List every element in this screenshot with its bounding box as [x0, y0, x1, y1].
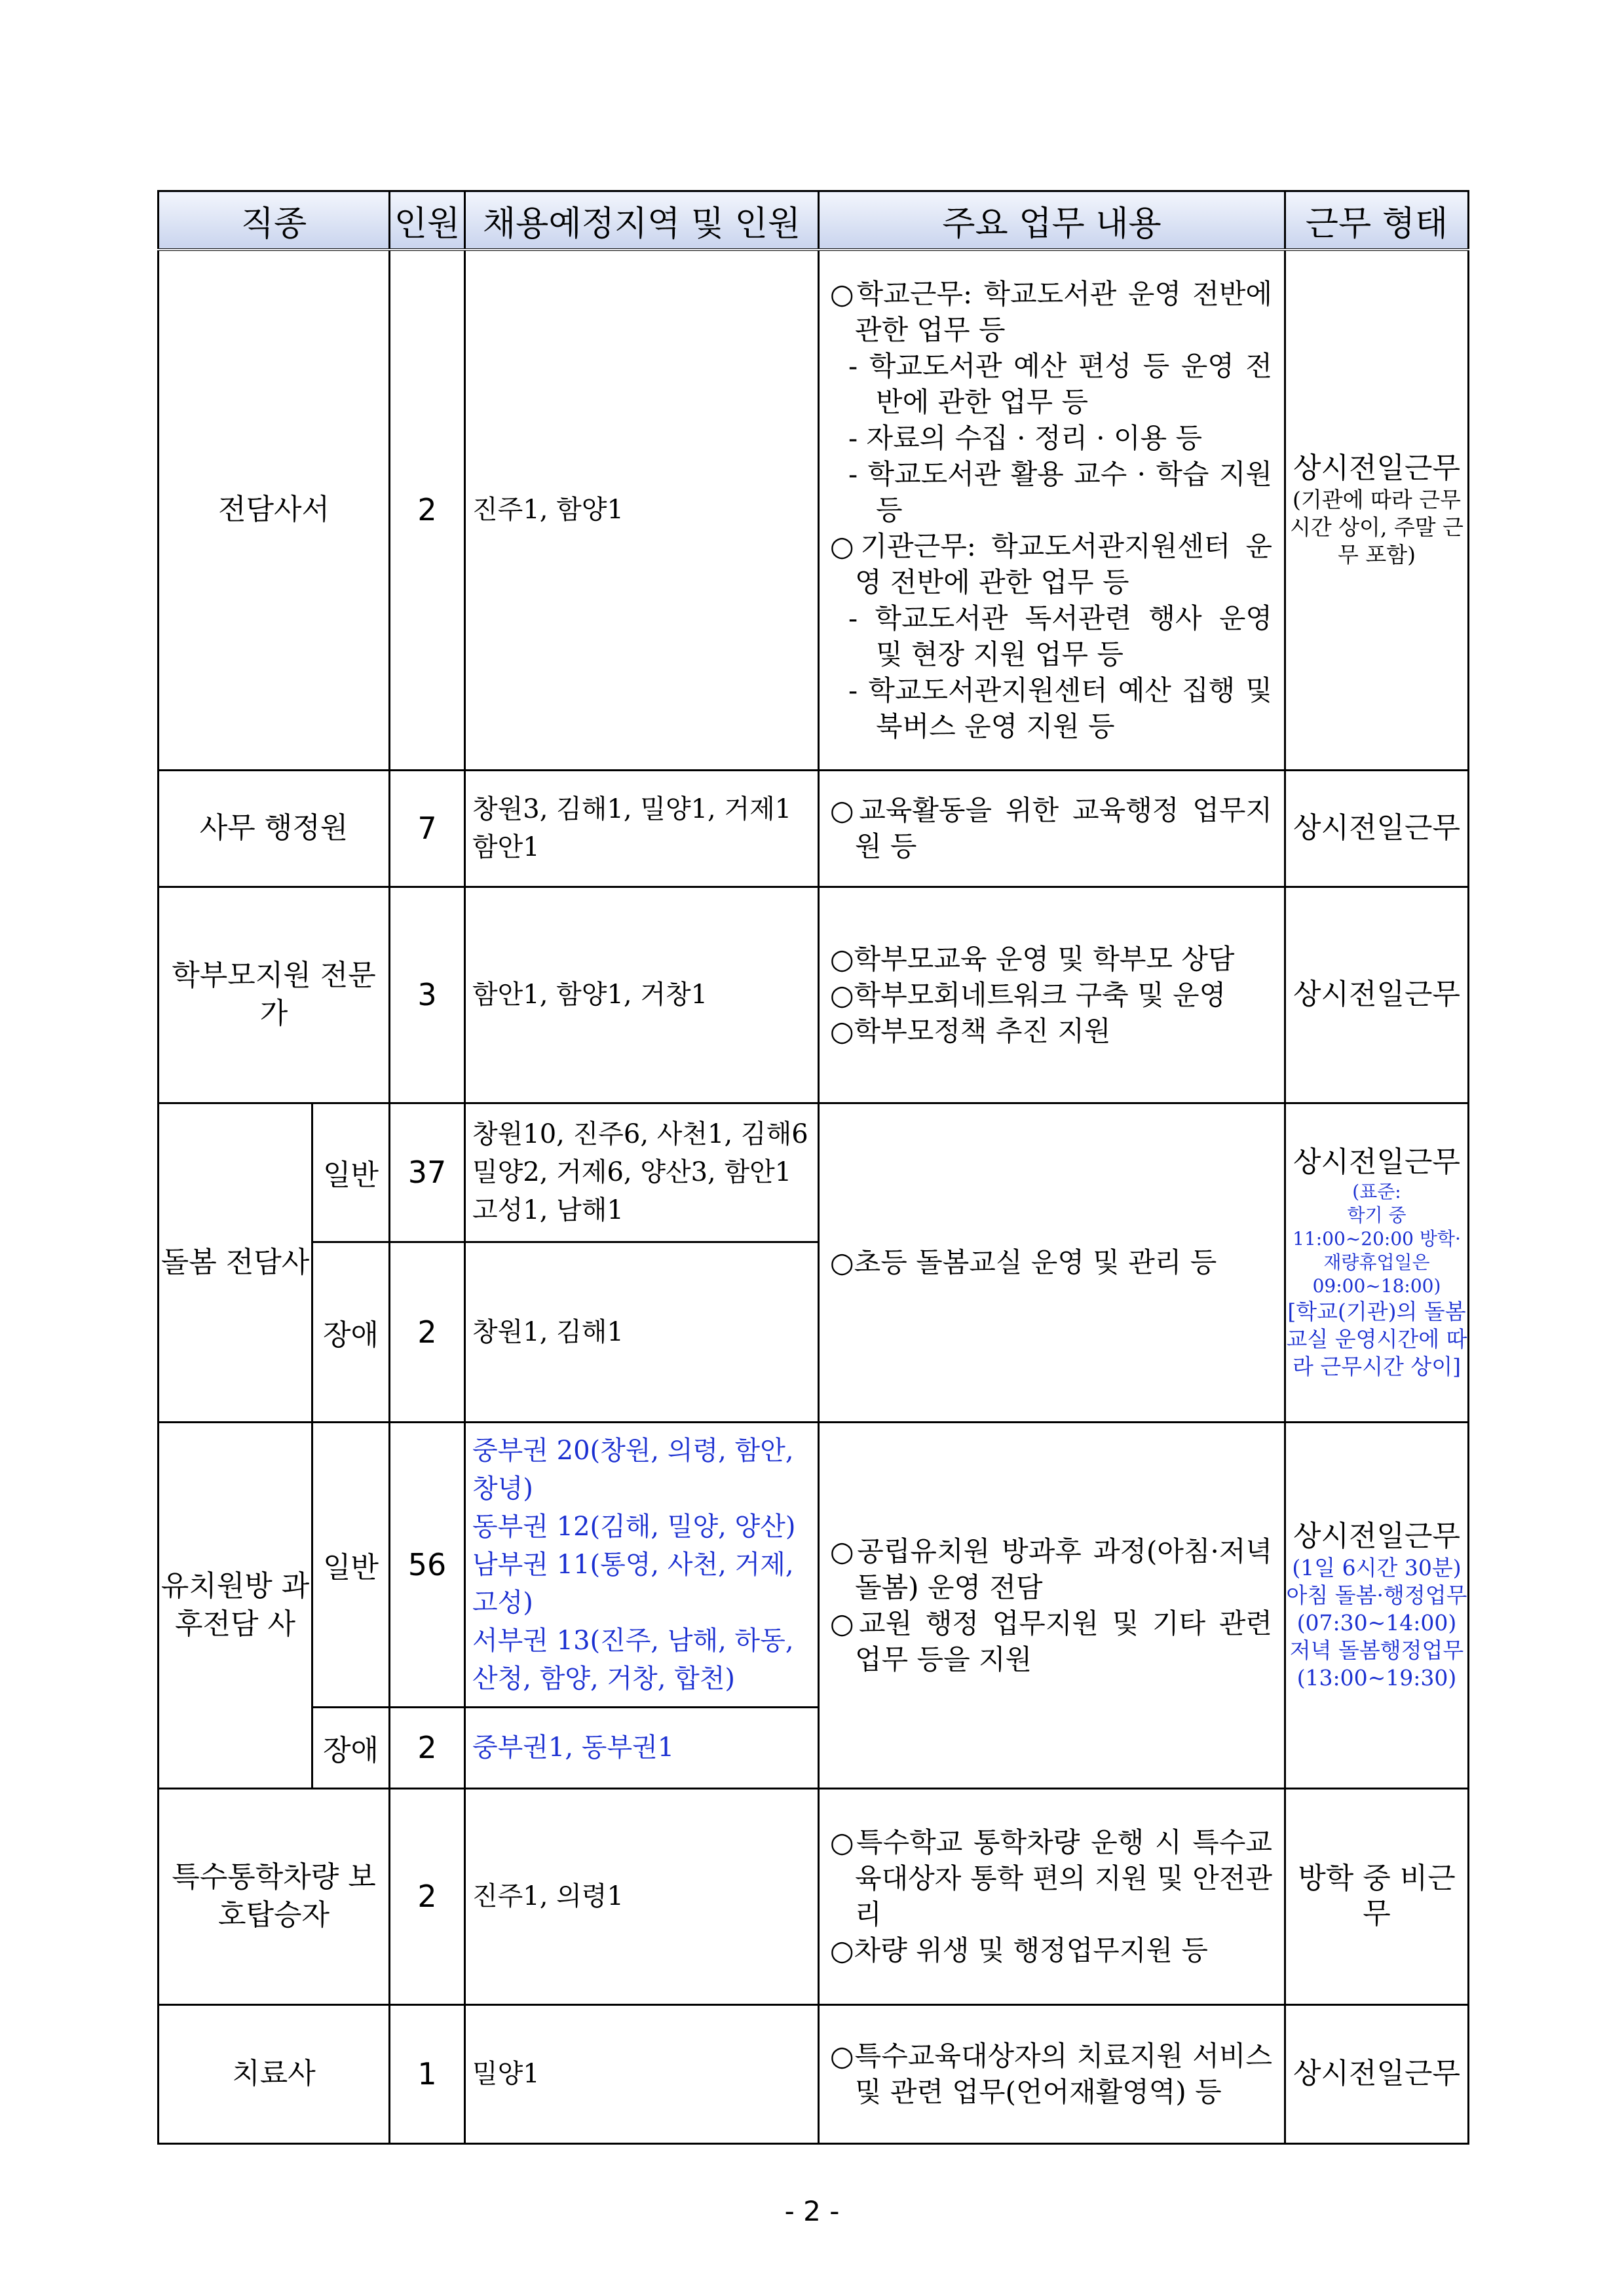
duty-line: - 학교도서관지원센터 예산 집행 및 북버스 운영 지원 등 [848, 674, 1272, 742]
work-type-note: (1일 6시간 30분) [1292, 1554, 1462, 1580]
job-count: 2 [390, 250, 465, 770]
job-name: 돌봄 전담사 [159, 1103, 312, 1422]
job-count: 2 [390, 1788, 465, 2004]
job-duties [819, 1103, 1285, 1422]
job-count: 56 [390, 1422, 465, 1707]
job-subtype: 일반 [312, 1422, 390, 1707]
work-type-note: 아침 돌봄·행정업무 [1286, 1582, 1467, 1608]
row-therapist [159, 2004, 1469, 2143]
job-name: 유치원방 과후전담 사 [159, 1422, 312, 1788]
work-type [1285, 250, 1469, 770]
job-region: 진주1, 의령1 [465, 1788, 819, 2004]
duty-line: ○교원 행정 업무지원 및 기타 관련 업무 등을 지원 [830, 1607, 1272, 1675]
work-type-note: (표준: [1352, 1180, 1401, 1202]
duty-line: ○특수교육대상자의 치료지원 서비스 및 관련 업무(언어재활영역) 등 [830, 2040, 1272, 2108]
work-type-main: 상시전일근무 [1293, 1519, 1461, 1553]
region-line: 중부권 20(창원, 의령, 함안, 창녕) [472, 1435, 794, 1504]
document-page [157, 190, 1467, 2145]
duty-line: ○차량 위생 및 행정업무지원 등 [830, 1934, 1208, 1966]
job-duties [819, 887, 1285, 1103]
job-region: 중부권1, 동부권1 [465, 1707, 819, 1788]
work-type-note: (13:00~19:30) [1296, 1664, 1457, 1691]
row-kinder-general [159, 1422, 1469, 1707]
work-type: 방학 중 비근무 [1285, 1788, 1469, 2004]
job-count: 2 [390, 1242, 465, 1422]
row-parent [159, 887, 1469, 1103]
duty-line: ○학부모교육 운영 및 학부모 상담 [830, 942, 1235, 975]
duty-line: - 자료의 수집 · 정리 · 이용 등 [848, 421, 1203, 454]
work-type: 상시전일근무 [1285, 770, 1469, 887]
job-count: 1 [390, 2004, 465, 2143]
job-region: 함안1, 함양1, 거창1 [465, 887, 819, 1103]
page-number: - 2 - [784, 2195, 840, 2227]
region-line: 남부권 11(통영, 사천, 거제, 고성) [472, 1549, 794, 1618]
work-type-note: (07:30~14:00) [1296, 1609, 1457, 1636]
job-name: 사무 행정원 [159, 770, 390, 887]
job-count: 7 [390, 770, 465, 887]
job-count: 3 [390, 887, 465, 1103]
duty-line: ○교육활동을 위한 교육행정 업무지원 등 [830, 794, 1272, 862]
job-count: 37 [390, 1103, 465, 1242]
job-region: 창원3, 김해1, 밀양1, 거제1 함안1 [465, 770, 819, 887]
job-name: 학부모지원 전문가 [159, 887, 390, 1103]
row-admin [159, 770, 1469, 887]
duty-line: - 학교도서관 예산 편성 등 운영 전반에 관한 업무 등 [848, 349, 1272, 418]
header-region: 채용예정지역 및 인원 [465, 191, 819, 250]
region-line: 서부권 13(진주, 남해, 하동, 산청, 함양, 거창, 합천) [472, 1625, 794, 1694]
duty-line: ○학교근무: 학교도서관 운영 전반에 관한 업무 등 [830, 277, 1272, 346]
header-row [159, 191, 1469, 250]
region-line: 동부권 12(김해, 밀양, 양산) [472, 1511, 796, 1542]
duty-line: ○기관근무: 학교도서관지원센터 운영 전반에 관한 업무 등 [830, 529, 1272, 598]
job-region: 창원1, 김해1 [465, 1242, 819, 1422]
job-duties [819, 1422, 1285, 1788]
job-subtype: 장애 [312, 1242, 390, 1422]
duty-line: ○특수학교 통학차량 운행 시 특수교육대상자 통학 편의 지원 및 안전관리 [830, 1826, 1272, 1930]
duty-line: ○공립유치원 방과후 과정(아침·저녁 돌봄) 운영 전담 [830, 1535, 1272, 1603]
row-special [159, 1788, 1469, 2004]
duty-line: ○초등 돌봄교실 운영 및 관리 등 [830, 1246, 1217, 1278]
work-type-note: 저녁 돌봄행정업무 [1289, 1637, 1464, 1663]
job-region: 밀양1 [465, 2004, 819, 2143]
work-type-note: 학기 중 11:00~20:00 방학·재량휴업일은 09:00~18:00) [1293, 1204, 1461, 1297]
job-count: 2 [390, 1707, 465, 1788]
job-name: 전담사서 [159, 250, 390, 770]
duty-line: ○학부모회네트워크 구축 및 운영 [830, 978, 1226, 1011]
work-type-main: 상시전일근무 [1293, 451, 1461, 486]
work-type: 상시전일근무 [1285, 2004, 1469, 2143]
job-duties [819, 2004, 1285, 2143]
job-region [465, 1422, 819, 1707]
work-type: 상시전일근무 [1285, 887, 1469, 1103]
job-duties [819, 1788, 1285, 2004]
work-type-note: [학교(기관)의 돌봄교실 운영시간에 따라 근무시간 상이] [1286, 1298, 1467, 1379]
duty-line: - 학교도서관 독서관련 행사 운영 및 현장 지원 업무 등 [848, 602, 1272, 670]
job-region: 진주1, 함양1 [465, 250, 819, 770]
job-name: 특수통학차량 보호탑승자 [159, 1788, 390, 2004]
duty-line: ○학부모정책 추진 지원 [830, 1014, 1111, 1047]
header-job-type: 직종 [159, 191, 390, 250]
work-type-main: 상시전일근무 [1293, 1145, 1461, 1179]
job-name: 치료사 [159, 2004, 390, 2143]
row-care-general [159, 1103, 1469, 1242]
work-type [1285, 1103, 1469, 1422]
work-type [1285, 1422, 1469, 1788]
header-count: 인원 [390, 191, 465, 250]
row-librarian [159, 250, 1469, 770]
work-type-note: (기관에 따라 근무시간 상이, 주말 근무 포함) [1289, 487, 1464, 568]
job-table [157, 190, 1469, 2145]
job-subtype: 일반 [312, 1103, 390, 1242]
job-subtype: 장애 [312, 1707, 390, 1788]
job-region: 창원10, 진주6, 사천1, 김해6 밀양2, 거제6, 양산3, 함안1 고성1, 남해1 [465, 1103, 819, 1242]
header-work-type: 근무 형태 [1285, 191, 1469, 250]
duty-line: - 학교도서관 활용 교수 · 학습 지원 등 [848, 457, 1272, 526]
job-duties [819, 250, 1285, 770]
job-duties [819, 770, 1285, 887]
header-duties: 주요 업무 내용 [819, 191, 1285, 250]
